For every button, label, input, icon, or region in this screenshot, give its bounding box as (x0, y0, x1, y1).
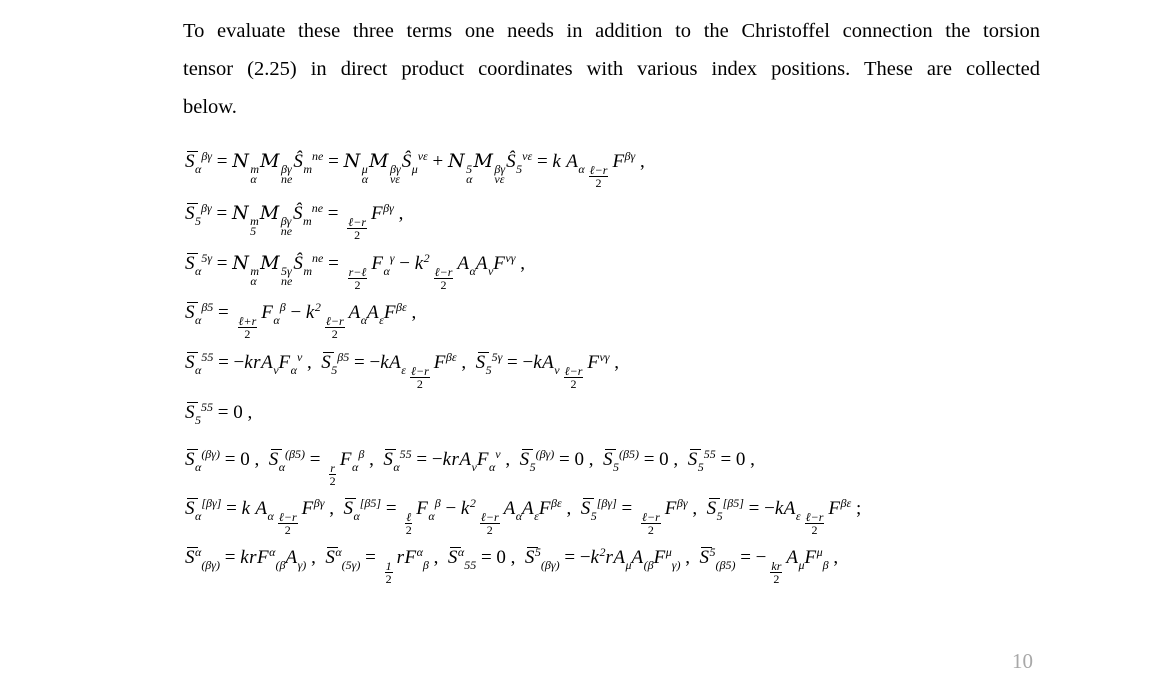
paragraph-line: below. (183, 96, 237, 118)
equation-line-6: $S_5^{55} = 0$ , (185, 400, 253, 427)
intro-paragraph (183, 12, 1040, 126)
paragraph-line: tensor (2.25) in direct product coordinates with various index positions. These are collected (183, 58, 1040, 80)
paragraph-line: To evaluate these three terms one needs in addition to the Christoffel connection the torsion (183, 20, 1040, 42)
page-number: 10 (1012, 649, 1033, 673)
equation-line-5: $S_\alpha^{55} = -krA_\nu F_\alpha^\nu$ , $S_5^{\beta 5} = -kA_\varepsilon$ $\frac{\text{ℓ−r}}{2}$ $F^{\beta\varepsilon}$ , $S_5^{5\gamma} = -kA_\nu$ $\frac{\text{ℓ−r}}{2}$ $F^{\nu\gamma}$ , (185, 350, 620, 391)
equation-line-1: $S_\alpha^{\beta\gamma} = N$ m α M βγ ne $Ŝ_m^{ne} = N$ μ α M βγ νε $Ŝ_\mu^{\nu\varepsilon} + N$ 5 α M βγ νε $Ŝ_5^{\nu\varepsilon} = k$ $A_\alpha$ $\frac{\text{ℓ−r}}{2}$ $F^{\beta\gamma}$ , (185, 149, 645, 190)
equation-line-4: $S_\alpha^{\beta 5}$ = $\frac{\text{ℓ+r}}{2}$ $F_\alpha^\beta - k^2$ $\frac{\text{ℓ−r}}{2}$ $A_\alpha A_\varepsilon F^{\beta\varepsilon}$ , (185, 300, 417, 341)
equation-line-7: $S_\alpha^{(\beta\gamma)} = 0$ , $S_\alpha^{(\beta 5)}$ = $\frac{r}{2}$ $F_\alpha^\beta$ , $S_\alpha^{55} = -krA_\nu F_\alpha^\nu$ , $S_5^{(\beta\gamma)} = 0$ , $S_5^{(\beta 5)} = 0$ , $S_5^{55} = 0$ , (185, 447, 755, 488)
equation-line-2: $S_5^{\beta\gamma} = N$ m 5 M βγ ne $Ŝ_m^{ne}$ = $\frac{\text{ℓ−r}}{2}$ $F^{\beta\gamma}$ , (185, 201, 404, 242)
equation-line-9: $S^\alpha_{(\beta\gamma)} = krF^\alpha_{(\beta}A_{\gamma)}$ , $S^\alpha_{(5\gamma)}$ = $\frac{1}{2}$ $rF^\alpha_\beta$ , $S^\alpha_{55} = 0$ , $S^5_{(\beta\gamma)} = -k^2rA_\mu A_{(\beta}F^\mu_{\gamma)}$ , $S^5_{(\beta 5)}$ = − $\frac{kr}{2}$ $A_\mu F^\mu_\beta$ , (185, 545, 839, 586)
equation-line-8: $S_\alpha[\beta\gamma] = k$ $A_\alpha$ $\frac{\text{ℓ−r}}{2}$ $F^{\beta\gamma}$ , $S_\alpha[\beta 5]$ = $\frac{\text{ℓ}}{2}$ $F_\alpha^\beta - k^2$ $\frac{\text{ℓ−r}}{2}$ $A_\alpha A_\varepsilon F^{\beta\varepsilon}$ , $S_5[\beta\gamma]$ = $\frac{\text{ℓ−r}}{2}$ $F^{\beta\gamma}$ , $S_5[\beta 5] = -kA_\varepsilon$ $\frac{\text{ℓ−r}}{2}$ $F^{\beta\varepsilon}$ ; (185, 496, 862, 537)
equation-line-3: $S_\alpha^{5\gamma} = N$ m α M 5γ ne $Ŝ_m^{ne}$ = $\frac{\text{r−ℓ}}{2}$ $F_\alpha^\gamma - k^2$ $\frac{\text{ℓ−r}}{2}$ $A_\alpha A_\nu F^{\nu\gamma}$ , (185, 251, 525, 292)
